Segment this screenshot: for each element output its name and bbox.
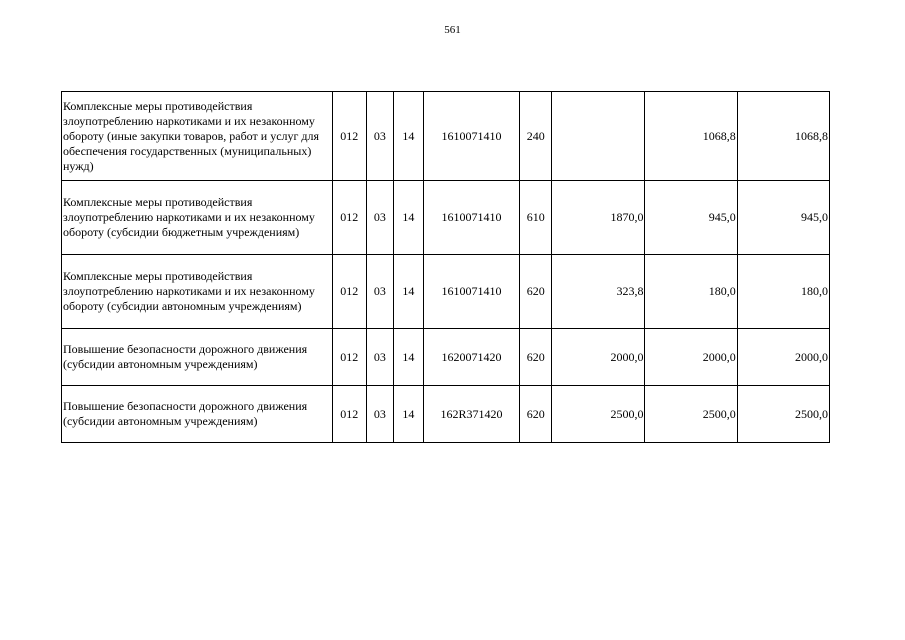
- target-article-cell: 1610071410: [423, 92, 519, 181]
- expense-type-cell: 610: [520, 181, 552, 255]
- expense-name-cell: Комплексные меры противодействия злоупотреблению наркотиками и их незаконному обороту (субсидии бюджетным учреждениям): [62, 181, 333, 255]
- amount-year3-cell: 2000,0: [737, 329, 829, 386]
- expense-type-cell: 620: [520, 386, 552, 443]
- amount-year1-cell: [552, 92, 645, 181]
- amount-year2-cell: 1068,8: [645, 92, 737, 181]
- amount-year3-cell: 1068,8: [737, 92, 829, 181]
- expense-type-cell: 240: [520, 92, 552, 181]
- expense-name-cell: Повышение безопасности дорожного движения (субсидии автономным учреждениям): [62, 386, 333, 443]
- section-code-cell: 03: [366, 92, 393, 181]
- amount-year1-cell: 2000,0: [552, 329, 645, 386]
- budget-table: [61, 91, 830, 443]
- amount-year1-cell: 2500,0: [552, 386, 645, 443]
- section-code-cell: 03: [366, 181, 393, 255]
- section-code-cell: 03: [366, 386, 393, 443]
- amount-year1-cell: 1870,0: [552, 181, 645, 255]
- department-code-cell: 012: [332, 255, 366, 329]
- subsection-code-cell: 14: [393, 386, 423, 443]
- target-article-cell: 1620071420: [423, 329, 519, 386]
- subsection-code-cell: 14: [393, 255, 423, 329]
- table-row: [62, 181, 830, 255]
- amount-year2-cell: 2000,0: [645, 329, 737, 386]
- expense-type-cell: 620: [520, 255, 552, 329]
- department-code-cell: 012: [332, 92, 366, 181]
- table-row: [62, 386, 830, 443]
- amount-year3-cell: 945,0: [737, 181, 829, 255]
- department-code-cell: 012: [332, 181, 366, 255]
- expense-name-cell: Повышение безопасности дорожного движения (субсидии автономным учреждениям): [62, 329, 333, 386]
- page-number: 561: [444, 24, 461, 36]
- expense-name-cell: Комплексные меры противодействия злоупотреблению наркотиками и их незаконному обороту (иные закупки товаров, работ и услуг для обеспечения государственных (муниципальных) нужд): [62, 92, 333, 181]
- amount-year1-cell: 323,8: [552, 255, 645, 329]
- table-row: [62, 92, 830, 181]
- amount-year2-cell: 945,0: [645, 181, 737, 255]
- subsection-code-cell: 14: [393, 181, 423, 255]
- section-code-cell: 03: [366, 255, 393, 329]
- expense-name-cell: Комплексные меры противодействия злоупотреблению наркотиками и их незаконному обороту (субсидии автономным учреждениям): [62, 255, 333, 329]
- department-code-cell: 012: [332, 329, 366, 386]
- subsection-code-cell: 14: [393, 329, 423, 386]
- amount-year2-cell: 2500,0: [645, 386, 737, 443]
- amount-year2-cell: 180,0: [645, 255, 737, 329]
- target-article-cell: 162R371420: [423, 386, 519, 443]
- table-row: [62, 329, 830, 386]
- table-row: [62, 255, 830, 329]
- target-article-cell: 1610071410: [423, 255, 519, 329]
- subsection-code-cell: 14: [393, 92, 423, 181]
- amount-year3-cell: 2500,0: [737, 386, 829, 443]
- target-article-cell: 1610071410: [423, 181, 519, 255]
- department-code-cell: 012: [332, 386, 366, 443]
- expense-type-cell: 620: [520, 329, 552, 386]
- amount-year3-cell: 180,0: [737, 255, 829, 329]
- section-code-cell: 03: [366, 329, 393, 386]
